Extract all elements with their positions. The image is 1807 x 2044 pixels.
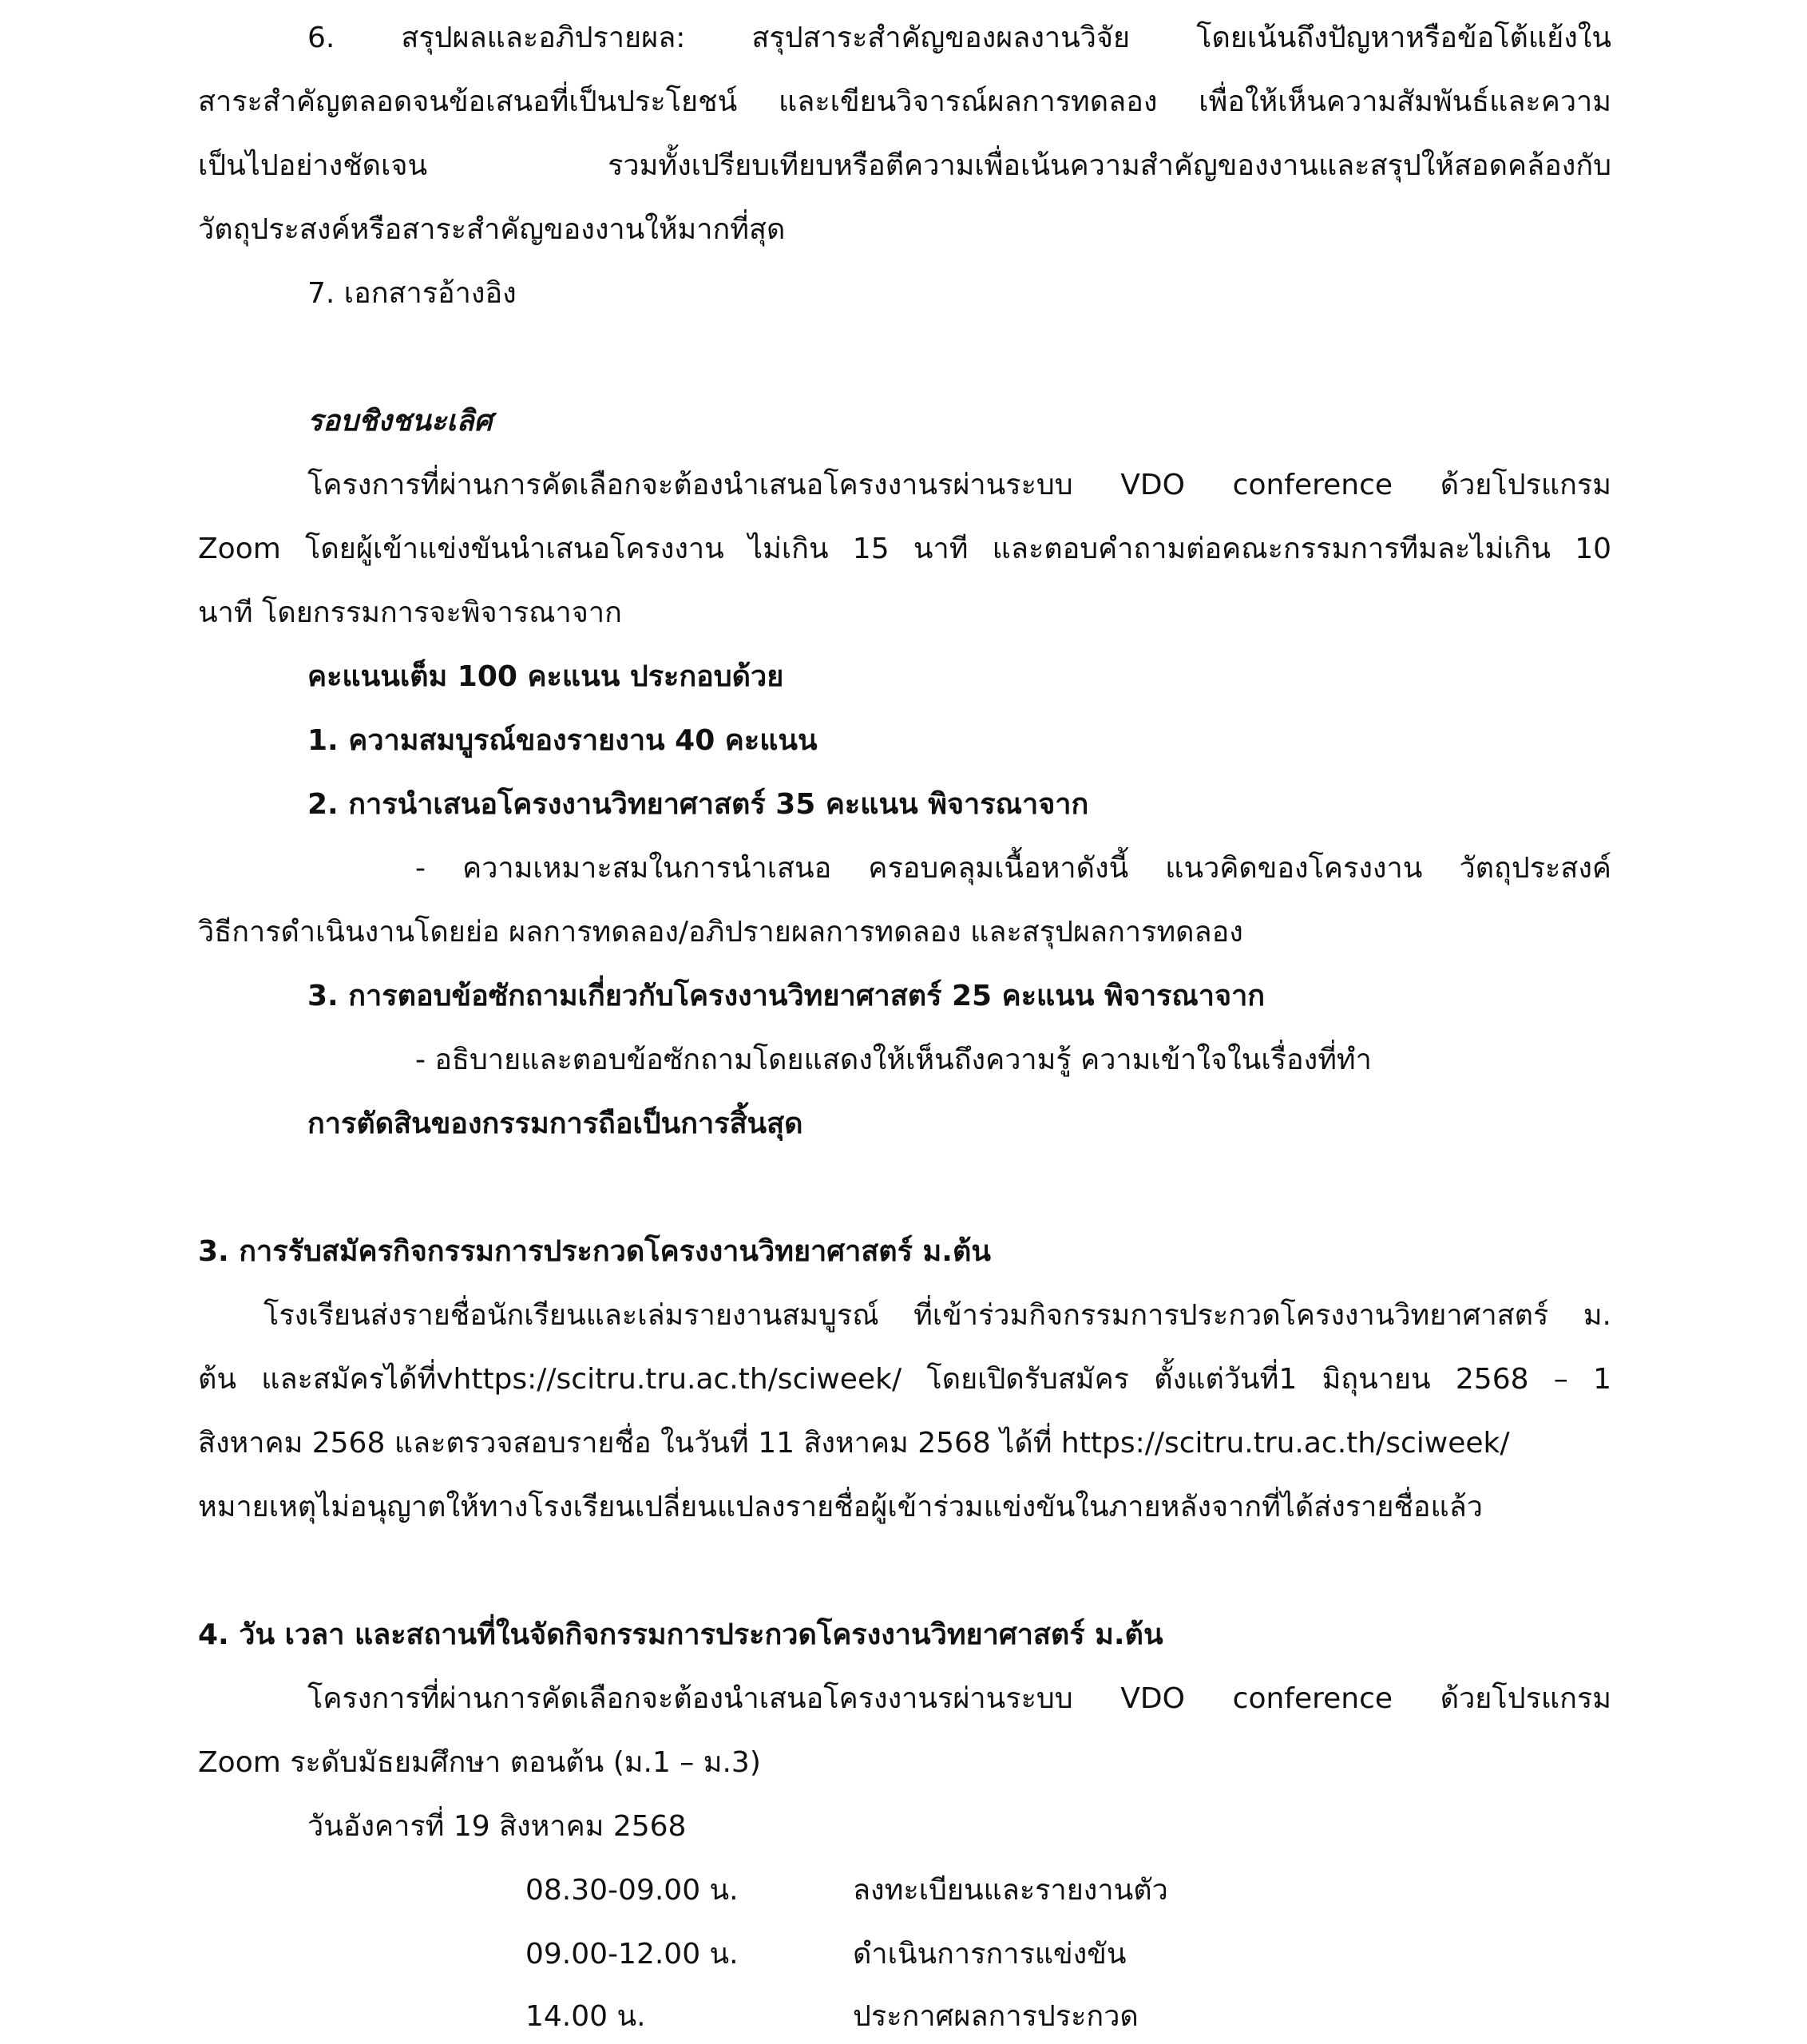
criterion-3-detail: - อธิบายและตอบข้อซักถามโดยแสดงให้เห็นถึงความรู้ ความเข้าใจในเรื่องที่ทำ bbox=[415, 1044, 1372, 1076]
schedule-heading: 4. วัน เวลา และสถานที่ในจัดกิจกรรมการประกวดโครงงานวิทยาศาสตร์ ม.ต้น bbox=[198, 1618, 1163, 1651]
schedule-intro-line-1: โครงการที่ผ่านการคัดเลือกจะต้องนำเสนอโครงงานรผ่านระบบ VDO conference ด้วยโปรแกรม bbox=[307, 1682, 1611, 1715]
schedule-time: 08.30-09.00 น. bbox=[525, 1874, 739, 1907]
section6-line-2: สาระสำคัญตลอดจนข้อเสนอที่เป็นประโยชน์ และเขียนวิจารณ์ผลการทดลอง เพื่อให้เห็นความสัมพันธ์และความ bbox=[198, 85, 1611, 118]
registration-note: หมายเหตุไม่อนุญาตให้ทางโรงเรียนเปลี่ยนแปลงรายชื่อผู้เข้าร่วมแข่งขันในภายหลังจากที่ได้ส่งรายชื่อแล้ว bbox=[198, 1491, 1484, 1523]
event-date: วันอังคารที่ 19 สิงหาคม 2568 bbox=[307, 1810, 687, 1843]
criterion-2: 2. การนำเสนอโครงงานวิทยาศาสตร์ 35 คะแนน พิจารณาจาก bbox=[307, 788, 1089, 821]
registration-line-2: ต้น และสมัครได้ที่vhttps://scitru.tru.ac.th/sciweek/ โดยเปิดรับสมัคร ตั้งแต่วันที่1 มิถุนายน 2568 – 1 bbox=[198, 1363, 1611, 1396]
section6-line-4: วัตถุประสงค์หรือสาระสำคัญของงานให้มากที่สุด bbox=[198, 213, 786, 246]
schedule-intro-line-2: Zoom ระดับมัธยมศึกษา ตอนต้น (ม.1 – ม.3) bbox=[198, 1746, 761, 1779]
final-round-intro-line-2: Zoom โดยผู้เข้าแข่งขันนำเสนอโครงงาน ไม่เกิน 15 นาที และตอบคำถามต่อคณะกรรมการทีมละไม่เกิน 10 bbox=[198, 533, 1611, 565]
section7-heading: 7. เอกสารอ้างอิง bbox=[307, 277, 517, 310]
section6-line-3: เป็นไปอย่างชัดเจน รวมทั้งเปรียบเทียบหรือตีความเพื่อเน้นความสำคัญของงานและสรุปให้สอดคล้องกับ bbox=[198, 149, 1611, 182]
criterion-2-detail-line-1: - ความเหมาะสมในการนำเสนอ ครอบคลุมเนื้อหาดังนี้ แนวคิดของโครงงาน วัตถุประสงค์ bbox=[415, 852, 1611, 885]
section6-line-1: 6. สรุปผลและอภิปรายผล: สรุปสาระสำคัญของผลงานวิจัย โดยเน้นถึงปัญหาหรือข้อโต้แย้งใน bbox=[307, 22, 1611, 54]
criterion-1: 1. ความสมบูรณ์ของรายงาน 40 คะแนน bbox=[307, 724, 818, 757]
final-round-intro-line-3: นาที โดยกรรมการจะพิจารณาจาก bbox=[198, 596, 622, 629]
schedule-activity: ดำเนินการการแข่งขัน bbox=[853, 1938, 1127, 1971]
schedule-activity: ลงทะเบียนและรายงานตัว bbox=[853, 1874, 1168, 1907]
criterion-2-detail-line-2: วิธีการดำเนินงานโดยย่อ ผลการทดลอง/อภิปรายผลการทดลอง และสรุปผลการทดลอง bbox=[198, 916, 1243, 949]
final-decision-note: การตัดสินของกรรมการถือเป็นการสิ้นสุด bbox=[307, 1107, 803, 1140]
final-round-heading: รอบชิงชนะเลิศ bbox=[307, 405, 493, 438]
total-score: คะแนนเต็ม 100 คะแนน ประกอบด้วย bbox=[307, 660, 784, 693]
criterion-3: 3. การตอบข้อซักถามเกี่ยวกับโครงงานวิทยาศาสตร์ 25 คะแนน พิจารณาจาก bbox=[307, 980, 1266, 1012]
final-round-intro-line-1: โครงการที่ผ่านการคัดเลือกจะต้องนำเสนอโครงงานรผ่านระบบ VDO conference ด้วยโปรแกรม bbox=[307, 469, 1611, 501]
registration-heading: 3. การรับสมัครกิจกรรมการประกวดโครงงานวิทยาศาสตร์ ม.ต้น bbox=[198, 1235, 991, 1268]
schedule-activity: ประกาศผลการประกวด bbox=[853, 2000, 1139, 2033]
schedule-time: 09.00-12.00 น. bbox=[525, 1938, 739, 1971]
schedule-time: 14.00 น. bbox=[525, 2000, 646, 2033]
registration-line-3: สิงหาคม 2568 และตรวจสอบรายชื่อ ในวันที่ 11 สิงหาคม 2568 ได้ที่ https://scitru.tru.ac.th/sciweek/ bbox=[198, 1427, 1510, 1460]
registration-line-1: โรงเรียนส่งรายชื่อนักเรียนและเล่มรายงานสมบูรณ์ ที่เข้าร่วมกิจกรรมการประกวดโครงงานวิทยาศาสตร์ ม. bbox=[264, 1299, 1611, 1332]
